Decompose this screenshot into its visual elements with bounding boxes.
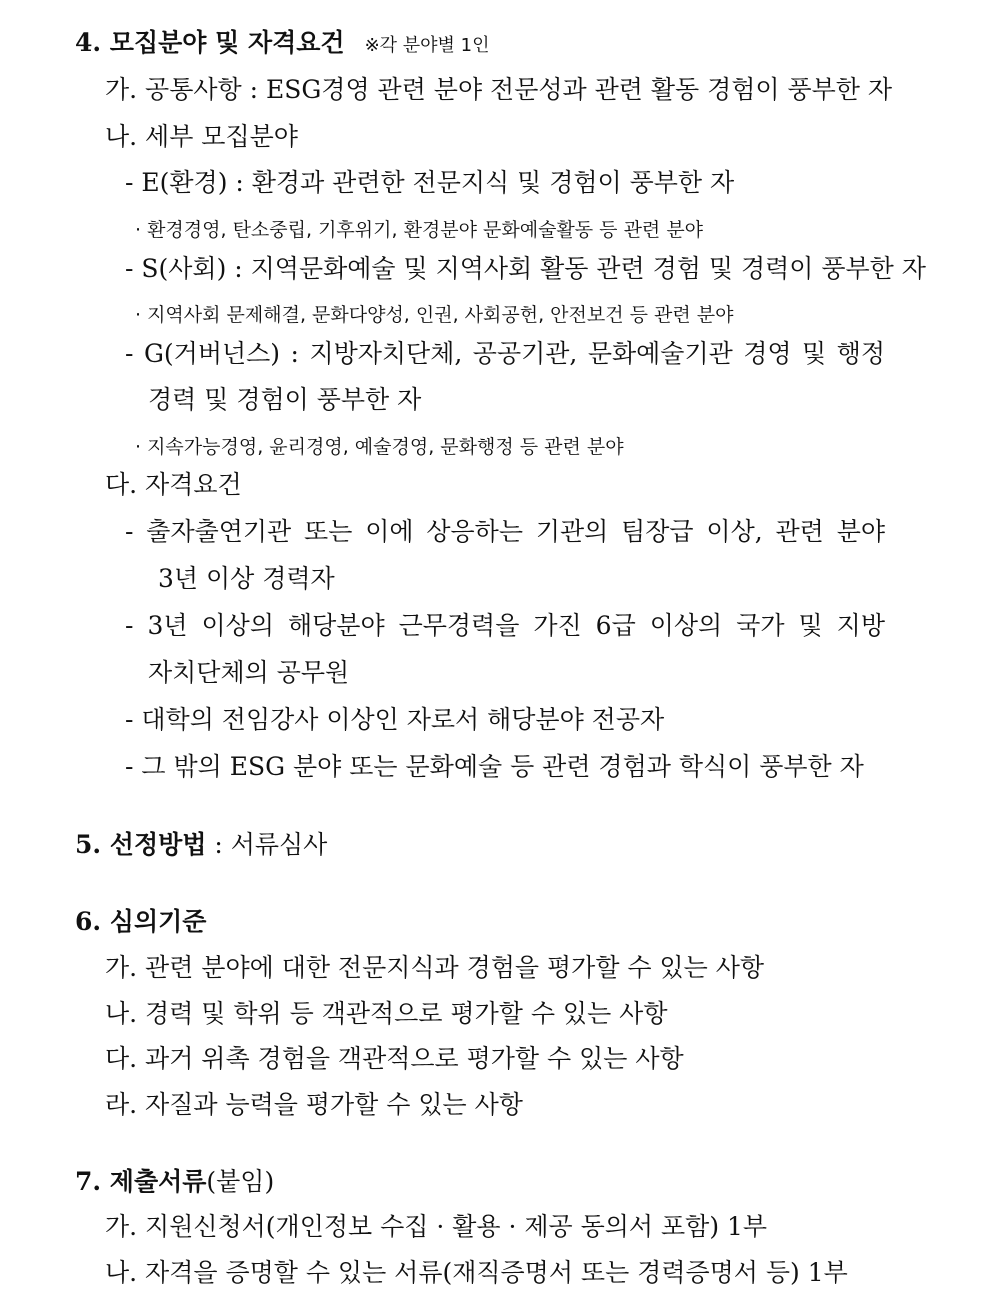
field-s: - S(사회) : 지역문화예술 및 지역사회 활동 관련 경험 및 경력이 풍부한 자	[125, 254, 926, 283]
qualification-2-line1: - 3년 이상의 해당분야 근무경력을 가진 6급 이상의 국가 및 지방	[125, 611, 885, 640]
section-7-title: 7. 제출서류	[75, 1167, 207, 1196]
criteria-item: 가. 관련 분야에 대한 전문지식과 경험을 평가할 수 있는 사항	[105, 953, 765, 982]
section-4-title: 4. 모집분야 및 자격요건	[75, 28, 345, 57]
document-item: 나. 자격을 증명할 수 있는 서류(재직증명서 또는 경력증명서 등) 1부	[105, 1258, 848, 1287]
section-4-note: ※각 분야별 1인	[364, 35, 490, 56]
section-5-value: : 서류심사	[214, 830, 328, 859]
field-e-detail: · 환경경영, 탄소중립, 기후위기, 환경분야 문화예술활동 등 관련 분야	[135, 219, 704, 241]
field-g-detail: · 지속가능경영, 윤리경영, 예술경영, 문화행정 등 관련 분야	[135, 436, 624, 458]
section-5-heading	[75, 827, 327, 863]
field-g-line1: - G(거버넌스) : 지방자치단체, 공공기관, 문화예술기관 경영 및 행정	[125, 339, 885, 368]
qualification-3: - 대학의 전임강사 이상인 자로서 해당분야 전공자	[125, 705, 665, 734]
qualification-2-line2: 자치단체의 공무원	[148, 658, 350, 687]
section-6-title: 6. 심의기준	[75, 907, 207, 936]
field-s-detail: · 지역사회 문제해결, 문화다양성, 인권, 사회공헌, 안전보건 등 관련 분야	[135, 304, 734, 326]
criteria-item: 나. 경력 및 학위 등 객관적으로 평가할 수 있는 사항	[105, 999, 668, 1028]
field-g-line2: 경력 및 경험이 풍부한 자	[148, 385, 422, 414]
section-7-heading	[75, 1164, 274, 1200]
detail-fields-heading: 나. 세부 모집분야	[105, 122, 298, 151]
common-requirement: 가. 공통사항 : ESG경영 관련 분야 전문성과 관련 활동 경험이 풍부한 자	[105, 75, 893, 104]
qualification-1-line2: 3년 이상 경력자	[158, 564, 335, 593]
section-5-title: 5. 선정방법	[75, 830, 207, 859]
section-4-heading	[75, 25, 489, 64]
qualification-1-line1: - 출자출연기관 또는 이에 상응하는 기관의 팀장급 이상, 관련 분야	[125, 517, 885, 546]
document-item: 가. 지원신청서(개인정보 수집 · 활용 · 제공 동의서 포함) 1부	[105, 1212, 768, 1241]
field-e: - E(환경) : 환경과 관련한 전문지식 및 경험이 풍부한 자	[125, 168, 735, 197]
qualification-heading: 다. 자격요건	[105, 470, 242, 499]
criteria-item: 라. 자질과 능력을 평가할 수 있는 사항	[105, 1090, 523, 1119]
qualification-4: - 그 밖의 ESG 분야 또는 문화예술 등 관련 경험과 학식이 풍부한 자	[125, 752, 864, 781]
section-7-suffix: (붙임)	[206, 1167, 275, 1196]
criteria-item: 다. 과거 위촉 경험을 객관적으로 평가할 수 있는 사항	[105, 1044, 684, 1073]
